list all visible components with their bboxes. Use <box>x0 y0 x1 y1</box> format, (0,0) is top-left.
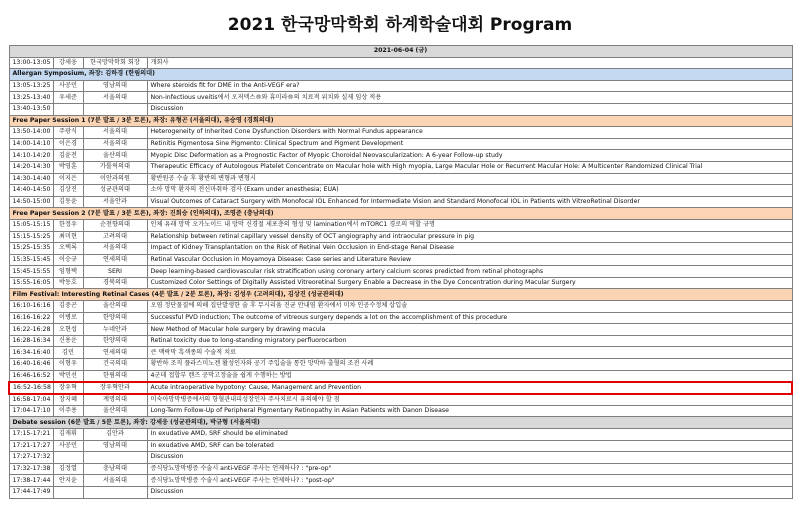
time-cell: 13:25-13:40 <box>9 92 53 104</box>
affiliation-cell: 영남의대 <box>83 440 147 452</box>
affiliation-cell: 충남의대 <box>83 463 147 475</box>
speaker-cell: 김정열 <box>53 463 83 475</box>
program-row <box>9 335 792 347</box>
affiliation-cell: 경북의대 <box>83 277 147 289</box>
session-header: Film Festival: Interesting Retinal Cases (4분 발표 / 2분 토론), 좌장: 김성우 (고려의대), 김상진 (성균관의대) <box>9 289 792 301</box>
speaker-cell: 김윤전 <box>53 150 83 162</box>
program-row <box>9 138 792 150</box>
topic-cell: 큰 맥락막 흑색종의 수술적 치료 <box>147 347 792 359</box>
speaker-cell: 이승규 <box>53 254 83 266</box>
session-header-row <box>9 417 792 429</box>
date-row <box>9 46 792 58</box>
session-header-row <box>9 289 792 301</box>
affiliation-cell: 연세의대 <box>83 254 147 266</box>
affiliation-cell: 울산의대 <box>83 301 147 313</box>
session-header: Allergan Symposium, 좌장: 김하경 (한림의대) <box>9 69 792 81</box>
time-cell: 17:27-17:32 <box>9 452 53 464</box>
speaker-cell <box>53 103 83 115</box>
time-cell: 17:44-17:49 <box>9 486 53 498</box>
topic-cell: Relationship between retinal capillary vessel density of OCT angiography and intraocular pressure in pig <box>147 231 792 243</box>
time-cell: 17:04-17:10 <box>9 405 53 417</box>
speaker-cell: 박동호 <box>53 277 83 289</box>
time-cell: 14:00-14:10 <box>9 138 53 150</box>
affiliation-cell: 연세의대 <box>83 347 147 359</box>
program-row <box>9 196 792 208</box>
speaker-cell <box>53 452 83 464</box>
topic-cell: Myopic Disc Deformation as a Prognostic Factor of Myopic Choroidal Neovascularization: A 6-year Follow-up study <box>147 150 792 162</box>
speaker-cell: 이주용 <box>53 405 83 417</box>
affiliation-cell: 이안과의원 <box>83 173 147 185</box>
speaker-cell: 한정우 <box>53 219 83 231</box>
speaker-cell: 오현섭 <box>53 324 83 336</box>
time-cell: 16:16-16:22 <box>9 312 53 324</box>
affiliation-cell: 서울의대 <box>83 475 147 487</box>
affiliation-cell: 김안과 <box>83 429 147 441</box>
program-row <box>9 312 792 324</box>
time-cell: 14:50-15:00 <box>9 196 53 208</box>
affiliation-cell: 울산의대 <box>83 150 147 162</box>
program-row <box>9 92 792 104</box>
affiliation-cell <box>83 103 147 115</box>
program-row <box>9 405 792 417</box>
affiliation-cell <box>83 486 147 498</box>
date-cell: 2021-06-04 (금) <box>9 46 792 58</box>
time-cell: 14:10-14:20 <box>9 150 53 162</box>
speaker-cell: 오택록 <box>53 243 83 255</box>
program-row <box>9 475 792 487</box>
speaker-cell: 이형우 <box>53 359 83 371</box>
program-sheet <box>8 45 791 499</box>
affiliation-cell: 서울안과 <box>83 196 147 208</box>
session-header: Debate session (6분 발표 / 5분 토론), 좌장: 강세웅 (성균관의대), 박규형 (서울의대) <box>9 417 792 429</box>
program-row <box>9 254 792 266</box>
topic-cell: 인체 유래 망막 오가노이드 내 망막 신경절 세포층의 형성 및 lamination에서 mTORC1 경로의 역할 규명 <box>147 219 792 231</box>
opening-row <box>9 57 792 69</box>
session-header-row <box>9 208 792 220</box>
topic-cell: 미숙아망막병증에서의 항혈관내피성장인자 주사치료시 유의해야 할 점 <box>147 394 792 406</box>
topic-cell: In exudative AMD, SRF can be tolerated <box>147 440 792 452</box>
time-cell: 16:34-16:40 <box>9 347 53 359</box>
time-cell: 15:05-15:15 <box>9 219 53 231</box>
affiliation-cell: 울산의대 <box>83 405 147 417</box>
speaker-cell: 이지은 <box>53 173 83 185</box>
topic-cell: Customized Color Settings of Digitally Assisted Vitreoretinal Surgery Enable a Decrease in the Dye Concentration during Macular Surgery <box>147 277 792 289</box>
time-cell: 16:28-16:34 <box>9 335 53 347</box>
program-row <box>9 161 792 173</box>
speaker-cell: 우세준 <box>53 92 83 104</box>
program-row <box>9 277 792 289</box>
affiliation-cell: SERI <box>83 266 147 278</box>
topic-cell: 황반하 조직 플라스미노겐 활성인자와 공기 주입술을 통한 망막하 출혈의 조전 사례 <box>147 359 792 371</box>
program-row <box>9 219 792 231</box>
program-row <box>9 486 792 498</box>
session-header-row <box>9 115 792 127</box>
speaker-cell: 사공민 <box>53 80 83 92</box>
session-header: Free Paper Session 2 (7분 발표 / 3분 토론), 좌장: 진희승 (인하의대), 조영준 (충남의대) <box>9 208 792 220</box>
affiliation-cell: 장우혁안과 <box>83 382 147 394</box>
time-cell: 13:05-13:25 <box>9 80 53 92</box>
time-cell: 15:25-15:35 <box>9 243 53 255</box>
speaker-cell: 임형택 <box>53 266 83 278</box>
speaker-cell: 김민 <box>53 347 83 359</box>
topic-cell: Heterogeneity of Inherited Cone Dysfunction Disorders with Normal Fundus appearance <box>147 127 792 139</box>
topic-cell: Discussion <box>147 103 792 115</box>
speaker-cell: 사공민 <box>53 440 83 452</box>
program-row <box>9 452 792 464</box>
time-cell: 14:20-14:30 <box>9 161 53 173</box>
affiliation-cell: 서울의대 <box>83 92 147 104</box>
affiliation-cell <box>83 452 147 464</box>
time-cell: 13:00-13:05 <box>9 57 53 69</box>
program-row <box>9 80 792 92</box>
speaker-cell: 주광식 <box>53 127 83 139</box>
time-cell: 15:15-15:25 <box>9 231 53 243</box>
speaker-cell: 안지윤 <box>53 475 83 487</box>
program-row <box>9 127 792 139</box>
speaker-cell: 이병로 <box>53 312 83 324</box>
topic-cell: 황반원공 수술 후 황반의 변형과 변형시 <box>147 173 792 185</box>
time-cell: 13:40-13:50 <box>9 103 53 115</box>
affiliation-cell: 누네안과 <box>83 324 147 336</box>
speaker-cell: 장우혁 <box>53 382 83 394</box>
topic-cell: 개회사 <box>147 57 792 69</box>
affiliation-cell: 가톨릭의대 <box>83 161 147 173</box>
topic-cell: 소아 망막 환자의 전신마취하 검사 (Exam under anesthesia; EUA) <box>147 185 792 197</box>
topic-cell: Successful PVD induction; The outcome of vitreous surgery depends a lot on the accomplishment of this procedure <box>147 312 792 324</box>
time-cell: 17:32-17:38 <box>9 463 53 475</box>
affiliation-cell: 순천향의대 <box>83 219 147 231</box>
program-row <box>9 173 792 185</box>
time-cell: 15:35-15:45 <box>9 254 53 266</box>
time-cell: 17:38-17:44 <box>9 475 53 487</box>
program-row <box>9 429 792 441</box>
topic-cell: Discussion <box>147 452 792 464</box>
program-row <box>9 440 792 452</box>
time-cell: 15:55-16:05 <box>9 277 53 289</box>
time-cell: 14:40-14:50 <box>9 185 53 197</box>
topic-cell: Non-infectious uveitis에서 오저덱스®와 휴미라®의 치료적 위치와 실제 임상 적용 <box>147 92 792 104</box>
program-row <box>9 347 792 359</box>
topic-cell: Long-Term Follow-Up of Peripheral Pigmentary Retinopathy in Asian Patients with Danon Disease <box>147 405 792 417</box>
program-row <box>9 231 792 243</box>
program-row <box>9 359 792 371</box>
program-row <box>9 382 792 394</box>
time-cell: 16:40-16:46 <box>9 359 53 371</box>
program-table <box>8 45 793 499</box>
program-row <box>9 370 792 382</box>
affiliation-cell: 고려의대 <box>83 231 147 243</box>
program-row <box>9 463 792 475</box>
program-row <box>9 150 792 162</box>
affiliation-cell: 영남의대 <box>83 80 147 92</box>
affiliation-cell: 계명의대 <box>83 394 147 406</box>
program-row <box>9 103 792 115</box>
program-row <box>9 266 792 278</box>
affiliation-cell: 성균관의대 <box>83 185 147 197</box>
time-cell: 14:30-14:40 <box>9 173 53 185</box>
time-cell: 17:15-17:21 <box>9 429 53 441</box>
speaker-cell <box>53 486 83 498</box>
topic-cell: 4군데 접합부 렌즈 공막고정술을 쉽게 수행하는 방법 <box>147 370 792 382</box>
speaker-cell: 김동윤 <box>53 196 83 208</box>
program-row <box>9 301 792 313</box>
topic-cell: Visual Outcomes of Cataract Surgery with Monofocal IOL Enhanced for Intermediate Vision and Standard Monofocal IOL in Patients with VitreoRetinal Disorder <box>147 196 792 208</box>
topic-cell: 오염 정단물질에 의해 집단발생한 술 후 무시리움 진균 안내염 환자에서 미차 인공수정체 삽입술 <box>147 301 792 313</box>
time-cell: 16:22-16:28 <box>9 324 53 336</box>
topic-cell: Retinitis Pigmentosa Sine Pigmento: Clinical Spectrum and Pigment Development <box>147 138 792 150</box>
session-header-row <box>9 69 792 81</box>
affiliation-cell: 서울의대 <box>83 243 147 255</box>
program-row <box>9 394 792 406</box>
topic-cell: Therapeutic Efficacy of Autologous Platelet Concentrate on Macular hole with High myopia, Large Macular Hole or Recurrent Macular Hole: A Multicenter Randomized Clinical Trial <box>147 161 792 173</box>
affiliation-cell: 한양의대 <box>83 335 147 347</box>
topic-cell: New Method of Macular hole surgery by drawing macula <box>147 324 792 336</box>
speaker-cell: 이은경 <box>53 138 83 150</box>
topic-cell: Retinal toxicity due to long-standing migratory perfluorocarbon <box>147 335 792 347</box>
time-cell: 17:21-17:27 <box>9 440 53 452</box>
speaker-cell: 김재휘 <box>53 429 83 441</box>
time-cell: 13:50-14:00 <box>9 127 53 139</box>
affiliation-cell: 서울의대 <box>83 138 147 150</box>
program-table-body <box>9 46 792 499</box>
speaker-cell: 박영훈 <box>53 161 83 173</box>
time-cell: 15:45-15:55 <box>9 266 53 278</box>
program-row <box>9 185 792 197</box>
affiliation-cell: 건국의대 <box>83 359 147 371</box>
topic-cell: Impact of Kidney Transplantation on the Risk of Retinal Vein Occlusion in End-stage Renal Disease <box>147 243 792 255</box>
topic-cell: 증식당뇨망막병증 수술시 anti-VEGF 주사는 언제하나? : "post-op" <box>147 475 792 487</box>
program-row <box>9 324 792 336</box>
topic-cell: Retinal Vascular Occlusion in Moyamoya Disease: Case series and Literature Review <box>147 254 792 266</box>
speaker-cell: 박민선 <box>53 370 83 382</box>
topic-cell: In exudative AMD, SRF should be eliminated <box>147 429 792 441</box>
page-title: 2021 한국망막학회 하계학술대회 Program <box>227 15 573 35</box>
session-header: Free Paper Session 1 (7분 발표 / 3분 토론), 좌장: 유형곤 (서울의대), 유승영 (경희의대) <box>9 115 792 127</box>
speaker-cell: 강세웅 <box>53 57 83 69</box>
topic-cell: Discussion <box>147 486 792 498</box>
topic-cell: Where steroids fit for DME in the Anti-VEGF era? <box>147 80 792 92</box>
speaker-cell: 김중곤 <box>53 301 83 313</box>
affiliation-cell: 서울의대 <box>83 127 147 139</box>
speaker-cell: 신용운 <box>53 335 83 347</box>
speaker-cell: 김상진 <box>53 185 83 197</box>
affiliation-cell: 한양의대 <box>83 312 147 324</box>
affiliation-cell: 한국망막학회 회장 <box>83 57 147 69</box>
speaker-cell: 장지혜 <box>53 394 83 406</box>
topic-cell: 증식당뇨망막병증 수술시 anti-VEGF 주사는 언제하나? : "pre-op" <box>147 463 792 475</box>
time-cell: 16:58-17:04 <box>9 394 53 406</box>
affiliation-cell: 한림의대 <box>83 370 147 382</box>
program-row <box>9 243 792 255</box>
topic-cell: Deep learning-based cardiovascular risk stratification using coronary artery calcium scores predicted from retinal photographs <box>147 266 792 278</box>
speaker-cell: 최미현 <box>53 231 83 243</box>
time-cell: 16:10-16:16 <box>9 301 53 313</box>
topic-cell: Acute intraoperative hypotony: Cause, Management and Prevention <box>147 382 792 394</box>
time-cell: 16:52-16:58 <box>9 382 53 394</box>
time-cell: 16:46-16:52 <box>9 370 53 382</box>
